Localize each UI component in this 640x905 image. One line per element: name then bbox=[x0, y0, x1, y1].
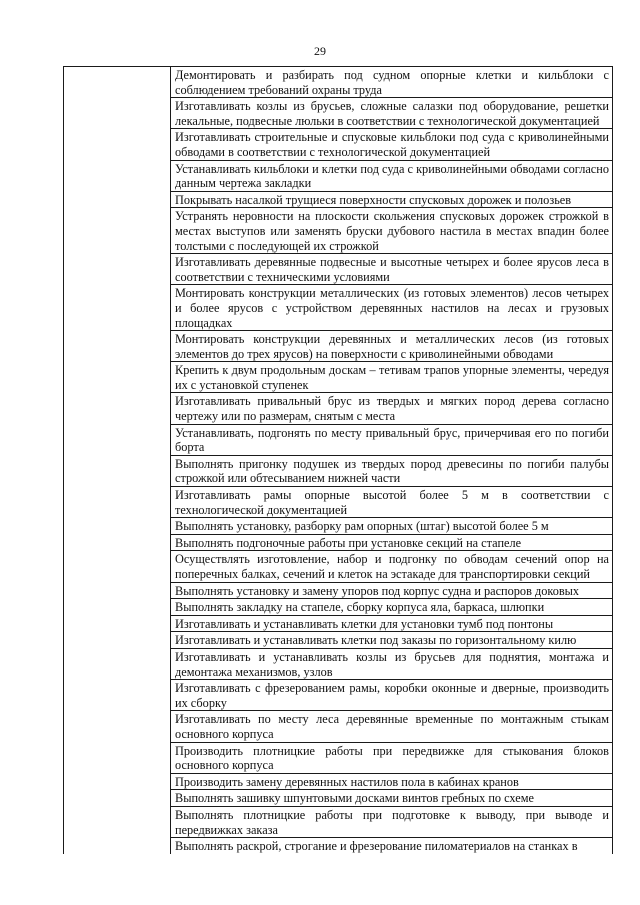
table-row bbox=[64, 393, 613, 424]
labor-action-cell: Выполнять подгоночные работы при установке секций на стапеле bbox=[171, 534, 613, 551]
table-row bbox=[64, 615, 613, 632]
row-heading-cell bbox=[64, 806, 171, 837]
row-heading-cell bbox=[64, 331, 171, 362]
table-row bbox=[64, 424, 613, 455]
row-heading-cell bbox=[64, 487, 171, 518]
table-row bbox=[64, 534, 613, 551]
table-row bbox=[64, 790, 613, 807]
labor-action-cell: Производить плотницкие работы при передвижке для стыкования блоков основного корпуса bbox=[171, 742, 613, 773]
row-heading-cell bbox=[64, 632, 171, 649]
labor-action-cell: Изготавливать и устанавливать клетки для установки тумб под понтоны bbox=[171, 615, 613, 632]
row-heading-cell bbox=[64, 680, 171, 711]
table-row bbox=[64, 208, 613, 254]
table-row bbox=[64, 742, 613, 773]
labor-action-cell: Изготавливать и устанавливать клетки под заказы по горизонтальному килю bbox=[171, 632, 613, 649]
table-row bbox=[64, 191, 613, 208]
labor-action-cell: Выполнять пригонку подушек из твердых пород древесины по погиби палубы строжкой или обтесыванием нижней части bbox=[171, 455, 613, 486]
row-heading-cell bbox=[64, 551, 171, 582]
labor-action-cell: Осуществлять изготовление, набор и подгонку по обводам сечений опор на поперечных балках, сечений и клеток на эстакаде для транспортировки секций bbox=[171, 551, 613, 582]
table-row bbox=[64, 254, 613, 285]
table-row bbox=[64, 806, 613, 837]
row-heading-cell bbox=[64, 615, 171, 632]
row-heading-cell bbox=[64, 790, 171, 807]
table-row bbox=[64, 773, 613, 790]
labor-action-cell: Изготавливать рамы опорные высотой более 5 м в соответствии с технологической документацией bbox=[171, 487, 613, 518]
row-heading-cell bbox=[64, 534, 171, 551]
row-heading-cell bbox=[64, 285, 171, 331]
table-row bbox=[64, 632, 613, 649]
labor-action-cell: Изготавливать привальный брус из твердых и мягких пород дерева согласно чертежу или по размерам, снятым с места bbox=[171, 393, 613, 424]
labor-actions-table bbox=[63, 66, 613, 854]
labor-action-cell: Устанавливать, подгонять по месту привальный брус, причерчивая его по погиби борта bbox=[171, 424, 613, 455]
table-row bbox=[64, 129, 613, 160]
row-heading-cell bbox=[64, 582, 171, 599]
table-row bbox=[64, 331, 613, 362]
labor-action-cell: Демонтировать и разбирать под судном опорные клетки и кильблоки с соблюдением требований охраны труда bbox=[171, 67, 613, 98]
labor-action-cell: Устранять неровности на плоскости скольжения спусковых дорожек строжкой в местах выступов или заменять бруски дубового настила в местах впадин более толстыми с последующей их строжкой bbox=[171, 208, 613, 254]
row-heading-cell bbox=[64, 773, 171, 790]
labor-action-cell: Производить замену деревянных настилов пола в кабинах кранов bbox=[171, 773, 613, 790]
table-row bbox=[64, 487, 613, 518]
table-row bbox=[64, 362, 613, 393]
table-row bbox=[64, 680, 613, 711]
labor-action-cell: Монтировать конструкции металлических (из готовых элементов) лесов четырех и более ярусов с устройством деревянных настилов на лесах и грузовых площадках bbox=[171, 285, 613, 331]
labor-action-cell: Выполнять закладку на стапеле, сборку корпуса яла, баркаса, шлюпки bbox=[171, 599, 613, 616]
row-heading-cell bbox=[64, 518, 171, 535]
table-row bbox=[64, 599, 613, 616]
table-row bbox=[64, 455, 613, 486]
table-row bbox=[64, 98, 613, 129]
row-heading-cell bbox=[64, 838, 171, 854]
table-body bbox=[64, 67, 613, 854]
table-row bbox=[64, 582, 613, 599]
labor-action-cell: Изготавливать строительные и спусковые кильблоки под суда с криволинейными обводами в соответствии с технологической документацией bbox=[171, 129, 613, 160]
labor-action-cell: Изготавливать и устанавливать козлы из брусьев для поднятия, монтажа и демонтажа механизмов, узлов bbox=[171, 648, 613, 679]
row-heading-cell bbox=[64, 742, 171, 773]
labor-action-cell: Изготавливать по месту леса деревянные временные по монтажным стыкам основного корпуса bbox=[171, 711, 613, 742]
labor-action-cell: Монтировать конструкции деревянных и металлических лесов (из готовых элементов до трех ярусов) на поверхности с криволинейными обводами bbox=[171, 331, 613, 362]
table-row bbox=[64, 518, 613, 535]
labor-action-cell: Устанавливать кильблоки и клетки под суда с криволинейными обводами согласно данным чертежа закладки bbox=[171, 160, 613, 191]
row-heading-cell bbox=[64, 424, 171, 455]
labor-action-cell: Выполнять установку, разборку рам опорных (штаг) высотой более 5 м bbox=[171, 518, 613, 535]
row-heading-cell bbox=[64, 129, 171, 160]
row-heading-cell bbox=[64, 599, 171, 616]
row-heading-cell bbox=[64, 160, 171, 191]
labor-action-cell: Выполнять установку и замену упоров под корпус судна и распоров доковых bbox=[171, 582, 613, 599]
table-row bbox=[64, 285, 613, 331]
row-heading-cell bbox=[64, 98, 171, 129]
labor-action-cell: Изготавливать козлы из брусьев, сложные салазки под оборудование, решетки лекальные, подвесные люльки в соответствии с технологической документацией bbox=[171, 98, 613, 129]
labor-action-cell: Изготавливать с фрезерованием рамы, коробки оконные и дверные, производить их сборку bbox=[171, 680, 613, 711]
labor-action-cell: Покрывать насалкой трущиеся поверхности спусковых дорожек и полозьев bbox=[171, 191, 613, 208]
labor-action-cell: Выполнять зашивку шпунтовыми досками винтов гребных по схеме bbox=[171, 790, 613, 807]
table-row bbox=[64, 648, 613, 679]
table-row bbox=[64, 67, 613, 98]
table-row bbox=[64, 160, 613, 191]
row-heading-cell bbox=[64, 191, 171, 208]
row-heading-cell bbox=[64, 67, 171, 98]
row-heading-cell bbox=[64, 362, 171, 393]
row-heading-cell bbox=[64, 393, 171, 424]
row-heading-cell bbox=[64, 208, 171, 254]
table-row bbox=[64, 838, 613, 854]
row-heading-cell bbox=[64, 254, 171, 285]
labor-action-cell: Изготавливать деревянные подвесные и высотные четырех и более ярусов леса в соответствии с техническими условиями bbox=[171, 254, 613, 285]
table-row bbox=[64, 551, 613, 582]
labor-action-cell: Выполнять плотницкие работы при подготовке к выводу, при выводе и передвижках заказа bbox=[171, 806, 613, 837]
labor-action-cell: Выполнять раскрой, строгание и фрезерование пиломатериалов на станках в bbox=[171, 838, 613, 854]
page-number: 29 bbox=[314, 44, 326, 58]
table-row bbox=[64, 711, 613, 742]
labor-action-cell: Крепить к двум продольным доскам – тетивам трапов упорные элементы, чередуя их с установкой ступенек bbox=[171, 362, 613, 393]
row-heading-cell bbox=[64, 455, 171, 486]
row-heading-cell bbox=[64, 711, 171, 742]
row-heading-cell bbox=[64, 648, 171, 679]
